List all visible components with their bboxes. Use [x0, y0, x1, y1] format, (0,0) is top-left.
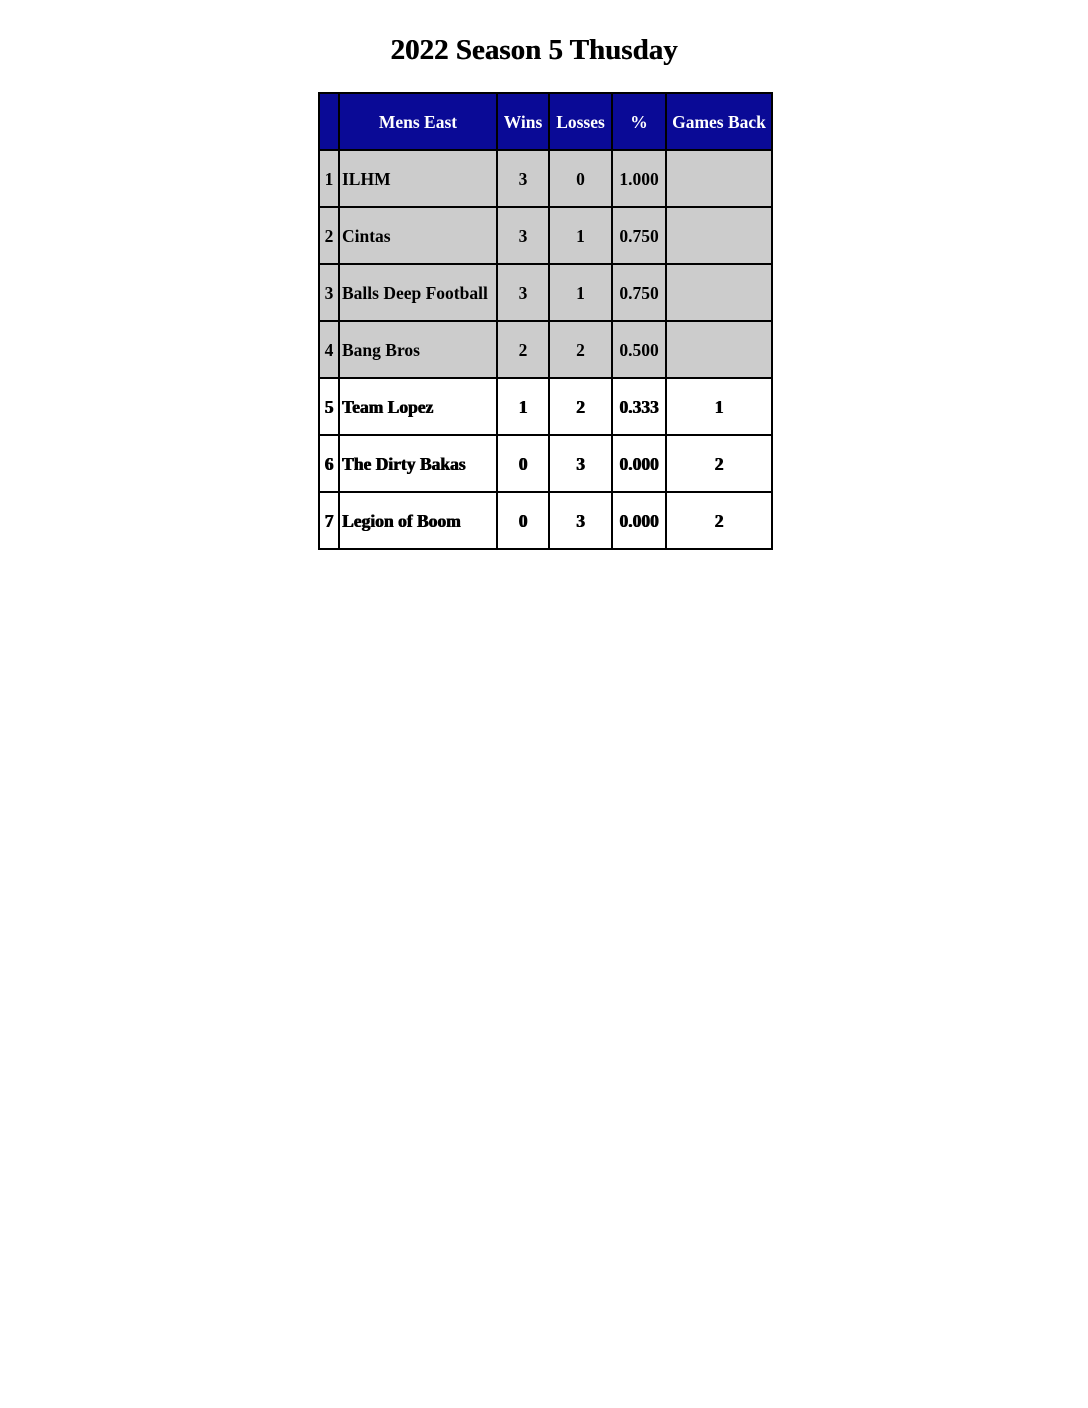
table-row	[319, 492, 772, 549]
pct-cell: 0.500	[612, 321, 666, 378]
team-cell: ILHM	[339, 150, 497, 207]
rank-cell: 7	[319, 492, 339, 549]
games-back-cell	[666, 264, 772, 321]
page-title: 2022 Season 5 Thusday	[390, 34, 678, 66]
standings-table	[318, 92, 773, 550]
wins-cell: 0	[497, 435, 549, 492]
pct-cell: 1.000	[612, 150, 666, 207]
team-cell: Cintas	[339, 207, 497, 264]
team-cell: Team Lopez	[339, 378, 497, 435]
losses-cell: 2	[549, 378, 612, 435]
header-losses: Losses	[549, 93, 612, 150]
pct-cell: 0.750	[612, 264, 666, 321]
rank-cell: 6	[319, 435, 339, 492]
standings-header	[319, 93, 772, 150]
rank-cell: 4	[319, 321, 339, 378]
header-wins: Wins	[497, 93, 549, 150]
games-back-cell	[666, 150, 772, 207]
header-division: Mens East	[339, 93, 497, 150]
table-row	[319, 435, 772, 492]
team-cell: Balls Deep Football	[339, 264, 497, 321]
wins-cell: 1	[497, 378, 549, 435]
games-back-cell: 2	[666, 492, 772, 549]
pct-cell: 0.333	[612, 378, 666, 435]
team-cell: The Dirty Bakas	[339, 435, 497, 492]
games-back-cell: 1	[666, 378, 772, 435]
losses-cell: 1	[549, 207, 612, 264]
games-back-cell	[666, 321, 772, 378]
team-cell: Bang Bros	[339, 321, 497, 378]
table-row	[319, 321, 772, 378]
table-row	[319, 207, 772, 264]
wins-cell: 3	[497, 150, 549, 207]
games-back-cell	[666, 207, 772, 264]
wins-cell: 2	[497, 321, 549, 378]
team-cell: Legion of Boom	[339, 492, 497, 549]
pct-cell: 0.000	[612, 492, 666, 549]
wins-cell: 0	[497, 492, 549, 549]
losses-cell: 3	[549, 435, 612, 492]
header-pct: %	[612, 93, 666, 150]
losses-cell: 3	[549, 492, 612, 549]
rank-cell: 3	[319, 264, 339, 321]
standings-body	[319, 150, 772, 549]
rank-cell: 1	[319, 150, 339, 207]
header-games-back: Games Back	[666, 93, 772, 150]
wins-cell: 3	[497, 264, 549, 321]
table-row	[319, 150, 772, 207]
table-row	[319, 264, 772, 321]
wins-cell: 3	[497, 207, 549, 264]
pct-cell: 0.000	[612, 435, 666, 492]
games-back-cell: 2	[666, 435, 772, 492]
losses-cell: 2	[549, 321, 612, 378]
pct-cell: 0.750	[612, 207, 666, 264]
header-row	[319, 93, 772, 150]
losses-cell: 1	[549, 264, 612, 321]
losses-cell: 0	[549, 150, 612, 207]
rank-cell: 5	[319, 378, 339, 435]
rank-cell: 2	[319, 207, 339, 264]
table-row	[319, 378, 772, 435]
header-rank	[319, 93, 339, 150]
